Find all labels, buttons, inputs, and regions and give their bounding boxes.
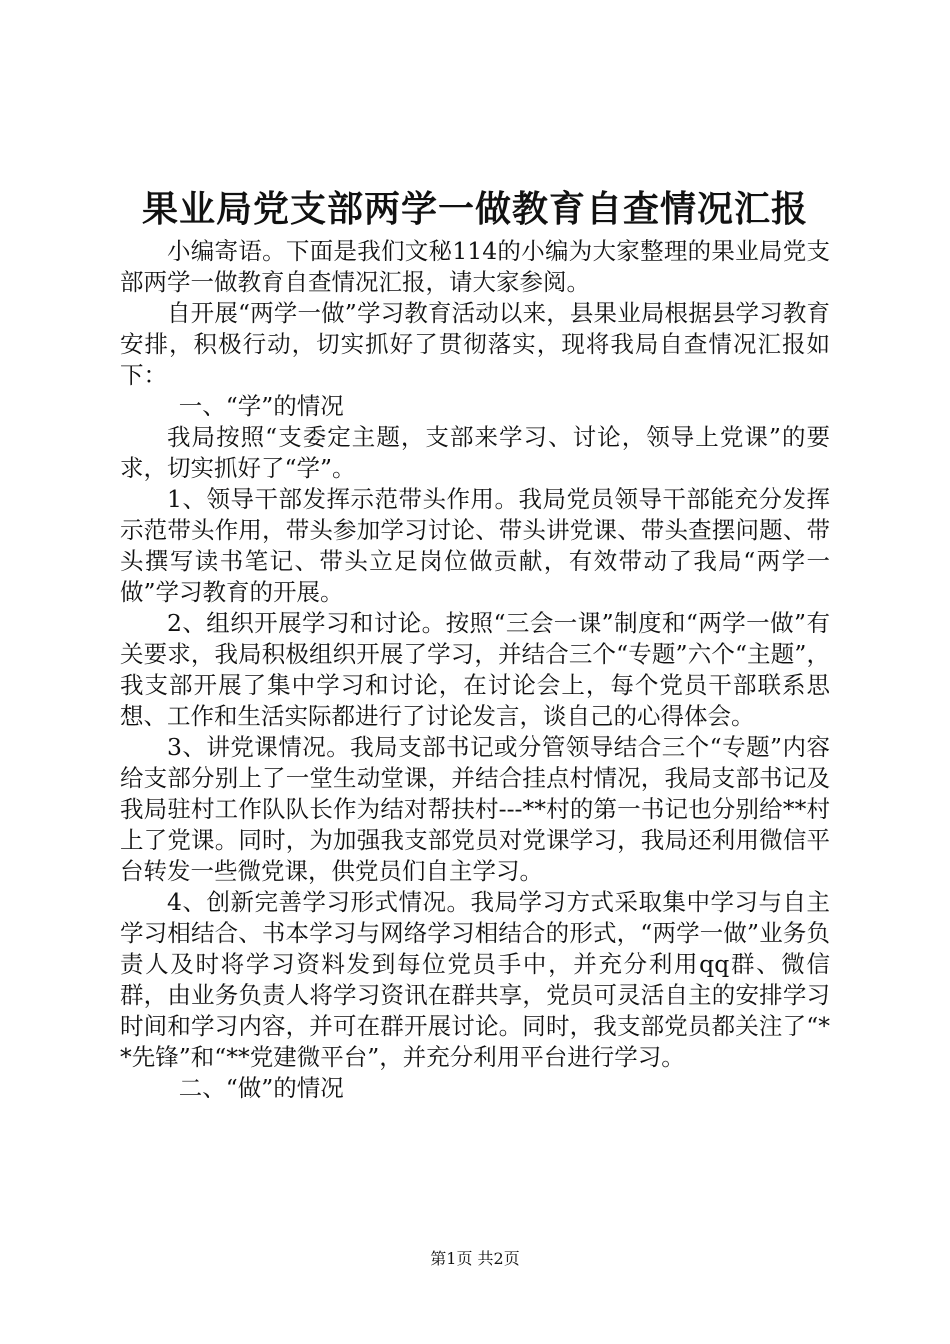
section-heading-study: 一、“学”的情况 (178, 392, 344, 420)
paragraph-item-2: 2、组织开展学习和讨论。按照“三会一课”制度和“两学一做”有关要求，我局积极组织开展了学习，并结合三个“专题”六个“主题”，我支部开展了集中学习和讨论，在讨论会上，每个党员干部联系思想、工作和生活实际都进行了讨论发言，谈自己的心得体会。 (120, 609, 830, 730)
paragraph-item-3: 3、讲党课情况。我局支部书记或分管领导结合三个“专题”内容给支部分别上了一堂生动堂课，并结合挂点村情况，我局支部书记及我局驻村工作队队长作为结对帮扶村---**村的第一书记也分别给**村上了党课。同时，为加强我支部党员对党课学习，我局还利用微信平台转发一些微党课，供党员们自主学习。 (120, 733, 830, 885)
page-footer: 第1页 共2页 (430, 1249, 520, 1268)
section-heading-do: 二、“做”的情况 (178, 1074, 344, 1102)
paragraph-overview: 自开展“两学一做”学习教育活动以来，县果业局根据县学习教育安排，积极行动，切实抓好了贯彻落实，现将我局自查情况汇报如下： (120, 299, 830, 389)
paragraph-intro: 小编寄语。下面是我们文秘114的小编为大家整理的果业局党支部两学一做教育自查情况汇报，请大家参阅。 (120, 237, 830, 296)
document-body (120, 236, 830, 1104)
document-title: 果业局党支部两学一做教育自查情况汇报 (141, 188, 808, 230)
paragraph-item-4: 4、创新完善学习形式情况。我局学习方式采取集中学习与自主学习相结合、书本学习与网络学习相结合的形式，“两学一做”业务负责人及时将学习资料发到每位党员手中，并充分利用qq群、微信群，由业务负责人将学习资讯在群共享，党员可灵活自主的安排学习时间和学习内容，并可在群开展讨论。同时，我支部党员都关注了“**先锋”和“**党建微平台”，并充分利用平台进行学习。 (120, 888, 830, 1071)
paragraph-item-1: 1、领导干部发挥示范带头作用。我局党员领导干部能充分发挥示范带头作用，带头参加学习讨论、带头讲党课、带头查摆问题、带头撰写读书笔记、带头立足岗位做贡献，有效带动了我局“两学一做”学习教育的开展。 (120, 485, 830, 606)
paragraph-study-summary: 我局按照“支委定主题，支部来学习、讨论，领导上党课”的要求，切实抓好了“学”。 (120, 423, 830, 482)
